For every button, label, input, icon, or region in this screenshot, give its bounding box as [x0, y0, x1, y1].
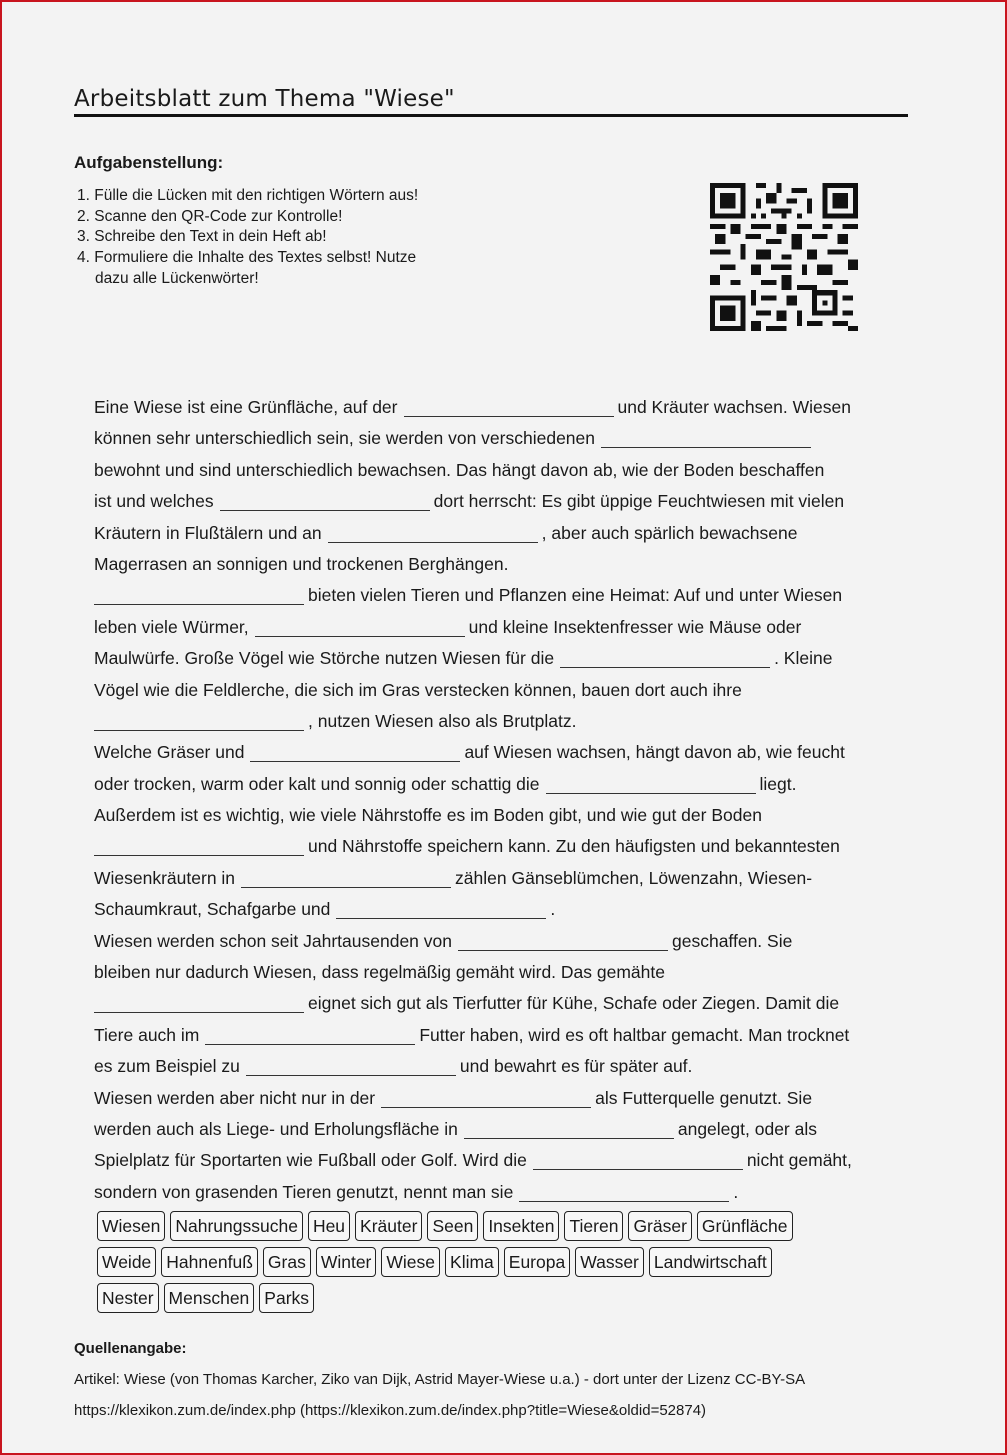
text-line — [94, 643, 894, 674]
blank-field[interactable] — [220, 492, 430, 511]
blank-field[interactable] — [533, 1151, 743, 1170]
blank-field[interactable] — [94, 586, 304, 605]
blank-field[interactable] — [601, 429, 811, 448]
text-segment: Wiesen werden aber nicht nur in der — [94, 1087, 376, 1108]
title-underline — [74, 114, 908, 117]
word-chip[interactable]: Weide — [97, 1247, 156, 1277]
text-line — [94, 612, 894, 643]
text-line — [94, 769, 894, 800]
text-segment: Spielplatz für Sportarten wie Fußball oder Golf. Wird die — [94, 1150, 527, 1171]
task-list — [77, 186, 435, 290]
word-chip[interactable]: Grünfläche — [697, 1211, 793, 1241]
blank-field[interactable] — [205, 1026, 415, 1045]
text-line — [94, 1177, 894, 1208]
word-bank — [97, 1211, 877, 1319]
text-line — [94, 831, 894, 862]
blank-field[interactable] — [250, 743, 460, 762]
text-segment: und bewahrt es für später auf. — [459, 1056, 693, 1077]
sources-heading: Quellenangabe: — [74, 1340, 187, 1357]
word-chip[interactable]: Heu — [308, 1211, 350, 1241]
word-chip[interactable]: Wiesen — [97, 1211, 165, 1241]
text-segment: liegt. — [759, 773, 797, 794]
word-chip[interactable]: Klima — [445, 1247, 499, 1277]
text-line — [94, 549, 894, 580]
text-line — [94, 423, 894, 454]
blank-field[interactable] — [381, 1089, 591, 1108]
text-line — [94, 1145, 894, 1176]
blank-field[interactable] — [94, 837, 304, 856]
task-heading: Aufgabenstellung: — [74, 153, 224, 172]
text-line — [94, 1020, 894, 1051]
text-segment: Außerdem ist es wichtig, wie viele Nährstoffe es im Boden gibt, und wie gut der Boden — [94, 805, 762, 826]
text-line — [94, 894, 894, 925]
blank-field[interactable] — [241, 869, 451, 888]
text-segment: zählen Gänseblümchen, Löwenzahn, Wiesen- — [455, 867, 813, 888]
text-segment: leben viele Würmer, — [94, 616, 249, 637]
text-segment: . Kleine — [774, 648, 833, 669]
word-chip[interactable]: Menschen — [164, 1283, 255, 1313]
text-segment: und Kräuter wachsen. Wiesen — [617, 397, 851, 417]
cloze-text — [94, 392, 894, 1208]
word-chip[interactable]: Insekten — [483, 1211, 559, 1241]
text-segment: auf Wiesen wachsen, hängt davon ab, wie feucht — [464, 742, 845, 763]
text-segment: bieten vielen Tieren und Pflanzen eine Heimat: Auf und unter Wiesen — [308, 585, 843, 606]
text-segment: Vögel wie die Feldlerche, die sich im Gras verstecken können, bauen dort auch ihre — [94, 679, 742, 700]
text-segment: oder trocken, warm oder kalt und sonnig oder schattig die — [94, 773, 540, 794]
text-segment: . — [733, 1181, 739, 1202]
blank-field[interactable] — [560, 649, 770, 668]
word-bank-row — [97, 1211, 877, 1241]
text-segment: sondern von grasenden Tieren genutzt, nennt man sie — [94, 1181, 514, 1202]
text-line — [94, 988, 894, 1019]
word-chip[interactable]: Gräser — [628, 1211, 691, 1241]
task-item: 4. Formuliere die Inhalte des Textes selbst! Nutze dazu alle Lückenwörter! — [77, 249, 417, 287]
text-segment: , aber auch spärlich bewachsene — [541, 522, 798, 543]
text-segment: Wiesen werden schon seit Jahrtausenden von — [94, 930, 452, 951]
word-chip[interactable]: Nahrungssuche — [170, 1211, 303, 1241]
blank-field[interactable] — [94, 994, 304, 1013]
source-article: Artikel: Wiese (von Thomas Karcher, Ziko van Dijk, Astrid Mayer-Wiese u.a.) - dort unter der Lizenz CC-BY-SA — [74, 1371, 806, 1388]
text-line — [94, 1083, 894, 1114]
text-segment: eignet sich gut als Tierfutter für Kühe, Schafe oder Ziegen. Damit die — [308, 993, 840, 1014]
text-segment: angelegt, oder als — [677, 1118, 817, 1139]
text-line — [94, 675, 894, 706]
word-chip[interactable]: Winter — [316, 1247, 377, 1277]
page-title: Arbeitsblatt zum Thema "Wiese" — [74, 86, 455, 112]
word-bank-row — [97, 1247, 877, 1277]
word-chip[interactable]: Kräuter — [355, 1211, 422, 1241]
blank-field[interactable] — [255, 618, 465, 637]
word-chip[interactable]: Europa — [504, 1247, 570, 1277]
text-segment: Wiesenkräutern in — [94, 867, 236, 888]
word-chip[interactable]: Hahnenfuß — [161, 1247, 258, 1277]
qr-code-image — [710, 182, 858, 332]
word-chip[interactable]: Tieren — [564, 1211, 623, 1241]
text-line — [94, 486, 894, 517]
text-segment: Welche Gräser und — [94, 742, 245, 763]
text-line — [94, 800, 894, 831]
text-line — [94, 926, 894, 957]
text-line — [94, 392, 894, 423]
text-segment: Kräutern in Flußtälern und an — [94, 522, 322, 543]
text-segment: Eine Wiese ist eine Grünfläche, auf der — [94, 397, 398, 417]
blank-field[interactable] — [246, 1057, 456, 1076]
text-segment: geschaffen. Sie — [672, 930, 793, 951]
text-segment: werden auch als Liege- und Erholungsfläche in — [94, 1118, 458, 1139]
text-line — [94, 706, 894, 737]
text-segment: nicht gemäht, — [746, 1150, 852, 1171]
text-segment: können sehr unterschiedlich sein, sie werden von verschiedenen — [94, 428, 595, 449]
blank-field[interactable] — [458, 932, 668, 951]
text-segment: Maulwürfe. Große Vögel wie Störche nutzen Wiesen für die — [94, 648, 555, 669]
blank-field[interactable] — [328, 524, 538, 543]
word-chip[interactable]: Gras — [263, 1247, 311, 1277]
word-chip[interactable]: Wasser — [575, 1247, 644, 1277]
text-line — [94, 1051, 894, 1082]
source-url: https://klexikon.zum.de/index.php (https://klexikon.zum.de/index.php?title=Wiese&oldid=52874) — [74, 1402, 707, 1419]
blank-field[interactable] — [519, 1183, 729, 1202]
text-line — [94, 737, 894, 768]
word-chip[interactable]: Nester — [97, 1283, 159, 1313]
text-segment: bewohnt und sind unterschiedlich bewachsen. Das hängt davon ab, wie der Boden beschaffen — [94, 459, 825, 480]
task-item: 3. Schreibe den Text in dein Heft ab! — [77, 228, 327, 246]
text-line — [94, 1114, 894, 1145]
word-chip[interactable]: Landwirtschaft — [649, 1247, 772, 1277]
text-segment: dort herrscht: Es gibt üppige Feuchtwiesen mit vielen — [433, 491, 845, 512]
task-item: 1. Fülle die Lücken mit den richtigen Wörtern aus! — [77, 187, 419, 204]
text-line — [94, 580, 894, 611]
text-segment: , nutzen Wiesen also als Brutplatz. — [308, 710, 577, 731]
text-segment: ist und welches — [94, 491, 214, 512]
text-segment: Schaumkraut, Schafgarbe und — [94, 899, 331, 920]
text-line — [94, 863, 894, 894]
text-segment: Magerrasen an sonnigen und trockenen Berghängen. — [94, 553, 509, 574]
word-chip[interactable]: Parks — [259, 1283, 314, 1313]
text-segment: es zum Beispiel zu — [94, 1056, 240, 1077]
text-segment: als Futterquelle genutzt. Sie — [595, 1087, 813, 1108]
text-segment: und Nährstoffe speichern kann. Zu den häufigsten und bekanntesten — [308, 836, 840, 857]
text-line — [94, 957, 894, 988]
text-line — [94, 455, 894, 486]
text-segment: bleiben nur dadurch Wiesen, dass regelmäßig gemäht wird. Das gemähte — [94, 962, 665, 983]
blank-field[interactable] — [94, 712, 304, 731]
text-segment: Tiere auch im — [94, 1024, 200, 1045]
text-segment: und kleine Insektenfresser wie Mäuse oder — [468, 616, 802, 637]
task-item: 2. Scanne den QR-Code zur Kontrolle! — [77, 207, 343, 225]
word-bank-row — [97, 1283, 877, 1313]
blank-field[interactable] — [404, 398, 614, 417]
word-chip[interactable]: Wiese — [381, 1247, 440, 1277]
blank-field[interactable] — [336, 900, 546, 919]
text-segment: Futter haben, wird es oft haltbar gemacht. Man trocknet — [419, 1024, 850, 1045]
text-line — [94, 518, 894, 549]
word-chip[interactable]: Seen — [427, 1211, 478, 1241]
blank-field[interactable] — [546, 775, 756, 794]
blank-field[interactable] — [464, 1120, 674, 1139]
text-segment: . — [550, 899, 556, 920]
